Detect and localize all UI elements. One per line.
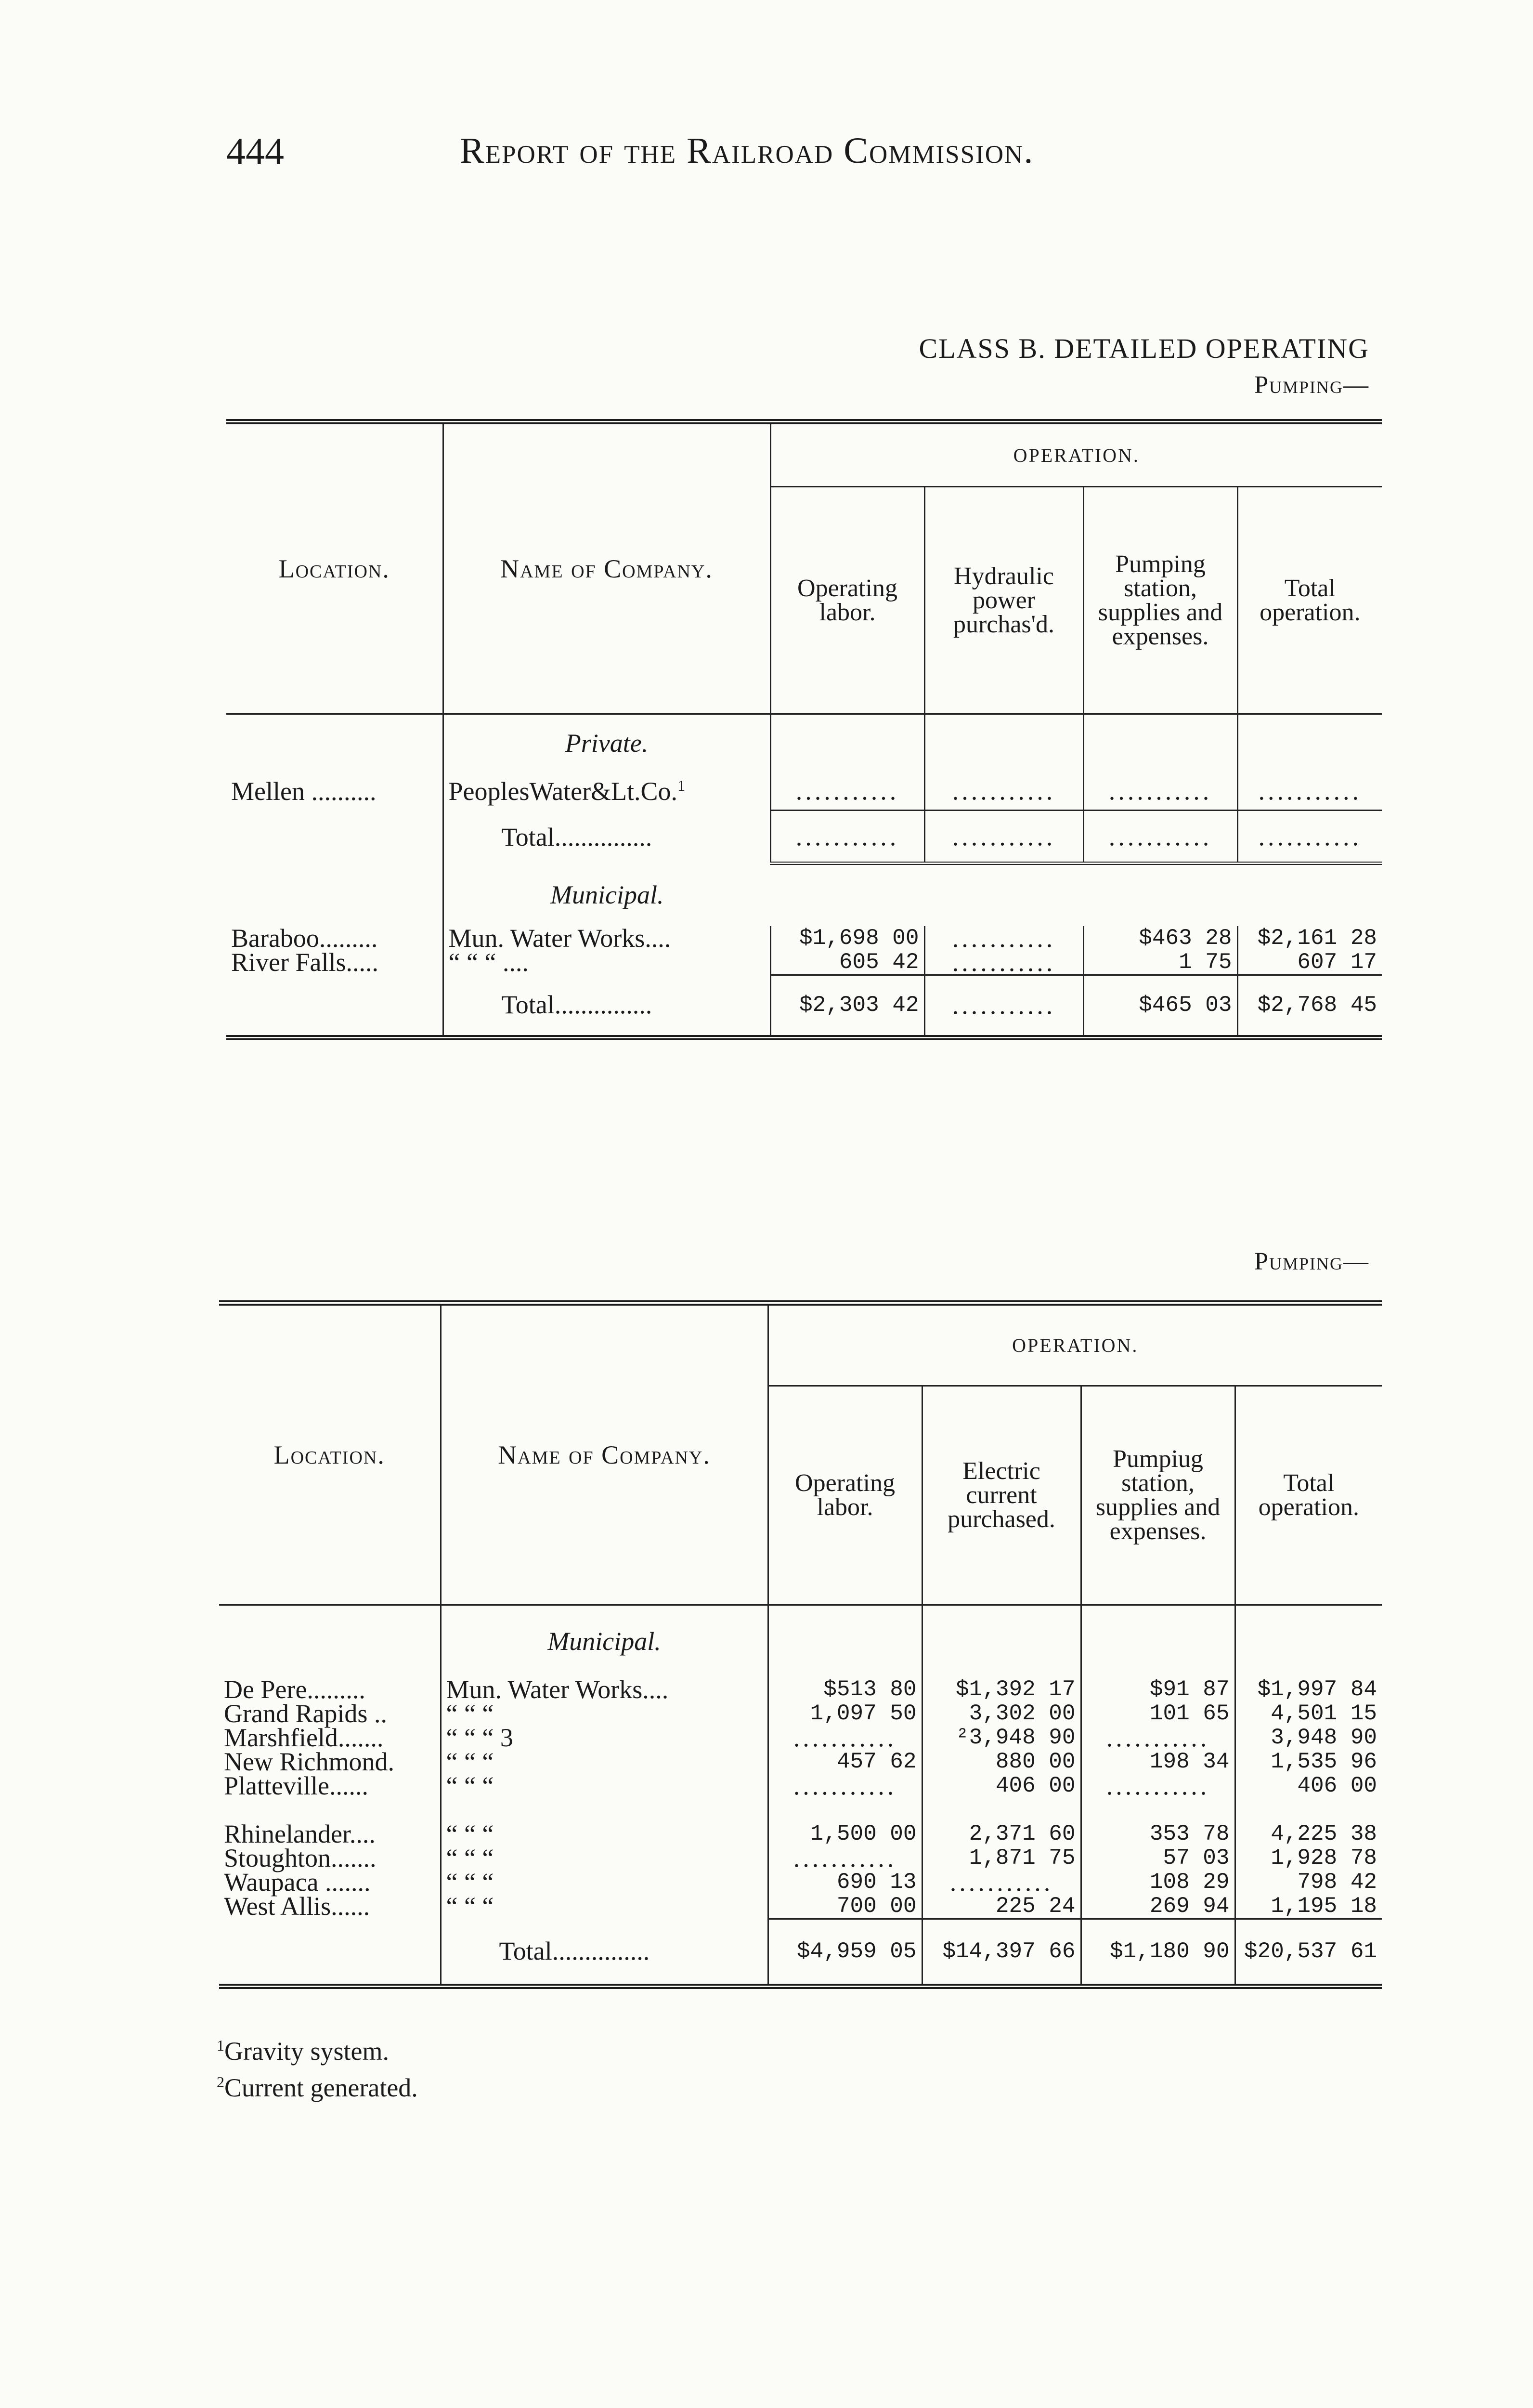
cell-value: ...........	[768, 1774, 922, 1798]
row-location: New Richmond.	[224, 1747, 394, 1776]
cell-value: ²3,948 90	[922, 1726, 1081, 1750]
cell-value: $465 03	[1083, 975, 1237, 1037]
class-title: CLASS B. DETAILED OPERATING	[919, 333, 1369, 364]
cell-value: $463 28	[1083, 926, 1237, 950]
cell-value: ...........	[1083, 772, 1237, 811]
row-location: Marshfield.......	[224, 1723, 384, 1752]
location-header: Location.	[226, 422, 443, 714]
table-row	[219, 1870, 1382, 1894]
cell-value: $91 87	[1081, 1677, 1235, 1701]
section-label-municipal: Municipal.	[441, 1605, 768, 1677]
row-company: “ “ “ 3	[441, 1726, 768, 1750]
cell-value: 406 00	[1235, 1774, 1382, 1798]
table-row	[219, 1846, 1382, 1870]
col-pumping-station: Pumpiug station, supplies and expenses.	[1081, 1386, 1235, 1605]
cell-value: 3,302 00	[922, 1701, 1081, 1726]
cell-value: 101 65	[1081, 1701, 1235, 1726]
cell-value: ...........	[924, 926, 1083, 950]
row-location: Platteville......	[224, 1771, 368, 1800]
table-row	[219, 1774, 1382, 1798]
cell-value: 880 00	[922, 1750, 1081, 1774]
col-operating-labor: Operating labor.	[768, 1386, 922, 1605]
page-number: 444	[226, 131, 284, 173]
row-company: “ “ “	[441, 1701, 768, 1726]
cell-value: 353 78	[1081, 1822, 1235, 1846]
row-location: Mellen ..........	[231, 776, 377, 806]
cell-value: 3,948 90	[1235, 1726, 1382, 1750]
table-pumping-electric	[219, 1300, 1382, 1989]
table-row	[226, 950, 1382, 975]
cell-value: ...........	[768, 1846, 922, 1870]
cell-value: $2,768 45	[1237, 975, 1382, 1037]
cell-value: 1,871 75	[922, 1846, 1081, 1870]
footnotes	[217, 2030, 418, 2103]
table-row	[226, 772, 1382, 811]
cell-value: 1,097 50	[768, 1701, 922, 1726]
cell-value: ...........	[1083, 811, 1237, 864]
row-location: Baraboo.........	[231, 923, 378, 953]
total-row	[226, 811, 1382, 864]
col-pumping-station: Pumping station, supplies and expenses.	[1083, 487, 1237, 714]
cell-value: 1,500 00	[768, 1822, 922, 1846]
cell-value: 607 17	[1237, 950, 1382, 975]
row-location: Rhinelander....	[224, 1819, 376, 1848]
row-location: Waupaca .......	[224, 1867, 371, 1897]
cell-value: $20,537 61	[1235, 1919, 1382, 1986]
cell-value: ...........	[770, 811, 924, 864]
footnote-2: $^2$Current generated.	[217, 2073, 418, 2102]
cell-value: $513 80	[768, 1677, 922, 1701]
cell-value: 1,535 96	[1235, 1750, 1382, 1774]
cell-value: 457 62	[768, 1750, 922, 1774]
row-location: River Falls.....	[231, 948, 378, 977]
total-label: Total...............	[443, 975, 770, 1037]
cell-value: 198 34	[1081, 1750, 1235, 1774]
cell-value: 2,371 60	[922, 1822, 1081, 1846]
continued-label: Pumping—	[1254, 371, 1369, 399]
cell-value: $2,303 42	[770, 975, 924, 1037]
total-label: Total...............	[441, 1919, 768, 1986]
cell-value: 1,195 18	[1235, 1894, 1382, 1919]
section-label-municipal: Municipal.	[443, 864, 770, 926]
cell-value: ...........	[1081, 1774, 1235, 1798]
row-company: “ “ “ ....	[443, 950, 770, 975]
row-location: Grand Rapids ..	[224, 1699, 387, 1728]
cell-value: ...........	[770, 772, 924, 811]
row-company: “ “ “	[441, 1774, 768, 1798]
operation-group-header: OPERATION.	[768, 1303, 1382, 1386]
table-row	[219, 1750, 1382, 1774]
cell-value: ...........	[924, 975, 1083, 1037]
footnote-1: $^1$Gravity system.	[217, 2037, 389, 2066]
row-company: “ “ “	[441, 1822, 768, 1846]
cell-value: 700 00	[768, 1894, 922, 1919]
table-row	[219, 1894, 1382, 1919]
continued-label: Pumping—	[1254, 1248, 1369, 1275]
cell-value: $1,392 17	[922, 1677, 1081, 1701]
row-company: Mun. Water Works....	[443, 926, 770, 950]
row-location: West Allis......	[224, 1892, 370, 1921]
cell-value: $1,698 00	[770, 926, 924, 950]
table-row	[219, 1726, 1382, 1750]
cell-value: 225 24	[922, 1894, 1081, 1919]
col-total-operation: Total operation.	[1235, 1386, 1382, 1605]
cell-value: 4,501 15	[1235, 1701, 1382, 1726]
cell-value: 57 03	[1081, 1846, 1235, 1870]
operation-group-header: OPERATION.	[770, 422, 1382, 487]
cell-value: 1,928 78	[1235, 1846, 1382, 1870]
table-row	[219, 1677, 1382, 1701]
section-label-private: Private.	[443, 714, 770, 772]
company-header: Name of Company.	[443, 422, 770, 714]
cell-value: 605 42	[770, 950, 924, 975]
running-head: Report of the Railroad Commission.	[460, 131, 1034, 171]
row-company: “ “ “	[441, 1750, 768, 1774]
cell-value: ...........	[924, 772, 1083, 811]
cell-value: 269 94	[1081, 1894, 1235, 1919]
cell-value: ...........	[1237, 772, 1382, 811]
cell-value: ...........	[924, 950, 1083, 975]
col-electric-current: Electric current purchased.	[922, 1386, 1081, 1605]
table-row	[219, 1701, 1382, 1726]
row-location: Stoughton.......	[224, 1843, 377, 1872]
row-company: “ “ “	[441, 1870, 768, 1894]
total-row	[226, 975, 1382, 1037]
table-pumping-hydraulic	[226, 419, 1382, 1040]
row-company: PeoplesWater&Lt.Co.$^1$	[443, 772, 770, 811]
total-label: Total...............	[443, 811, 770, 864]
cell-value: ...........	[922, 1870, 1081, 1894]
cell-value: 798 42	[1235, 1870, 1382, 1894]
col-hydraulic-power: Hydraulic power purchas'd.	[924, 487, 1083, 714]
total-row	[219, 1919, 1382, 1986]
cell-value: 4,225 38	[1235, 1822, 1382, 1846]
cell-value: $1,180 90	[1081, 1919, 1235, 1986]
row-company: Mun. Water Works....	[441, 1677, 768, 1701]
location-header: Location.	[219, 1303, 441, 1605]
cell-value: 690 13	[768, 1870, 922, 1894]
cell-value: $1,997 84	[1235, 1677, 1382, 1701]
row-location: De Pere.........	[224, 1675, 365, 1704]
cell-value: 108 29	[1081, 1870, 1235, 1894]
table-row	[219, 1822, 1382, 1846]
col-total-operation: Total operation.	[1237, 487, 1382, 714]
row-company: “ “ “	[441, 1894, 768, 1919]
table-row	[226, 926, 1382, 950]
company-header: Name of Company.	[441, 1303, 768, 1605]
cell-value: $2,161 28	[1237, 926, 1382, 950]
cell-value: 406 00	[922, 1774, 1081, 1798]
cell-value: ...........	[1081, 1726, 1235, 1750]
row-company: “ “ “	[441, 1846, 768, 1870]
cell-value: ...........	[768, 1726, 922, 1750]
cell-value: 1 75	[1083, 950, 1237, 975]
cell-value: $4,959 05	[768, 1919, 922, 1986]
cell-value: $14,397 66	[922, 1919, 1081, 1986]
cell-value: ...........	[924, 811, 1083, 864]
cell-value: ...........	[1237, 811, 1382, 864]
col-operating-labor: Operating labor.	[770, 487, 924, 714]
